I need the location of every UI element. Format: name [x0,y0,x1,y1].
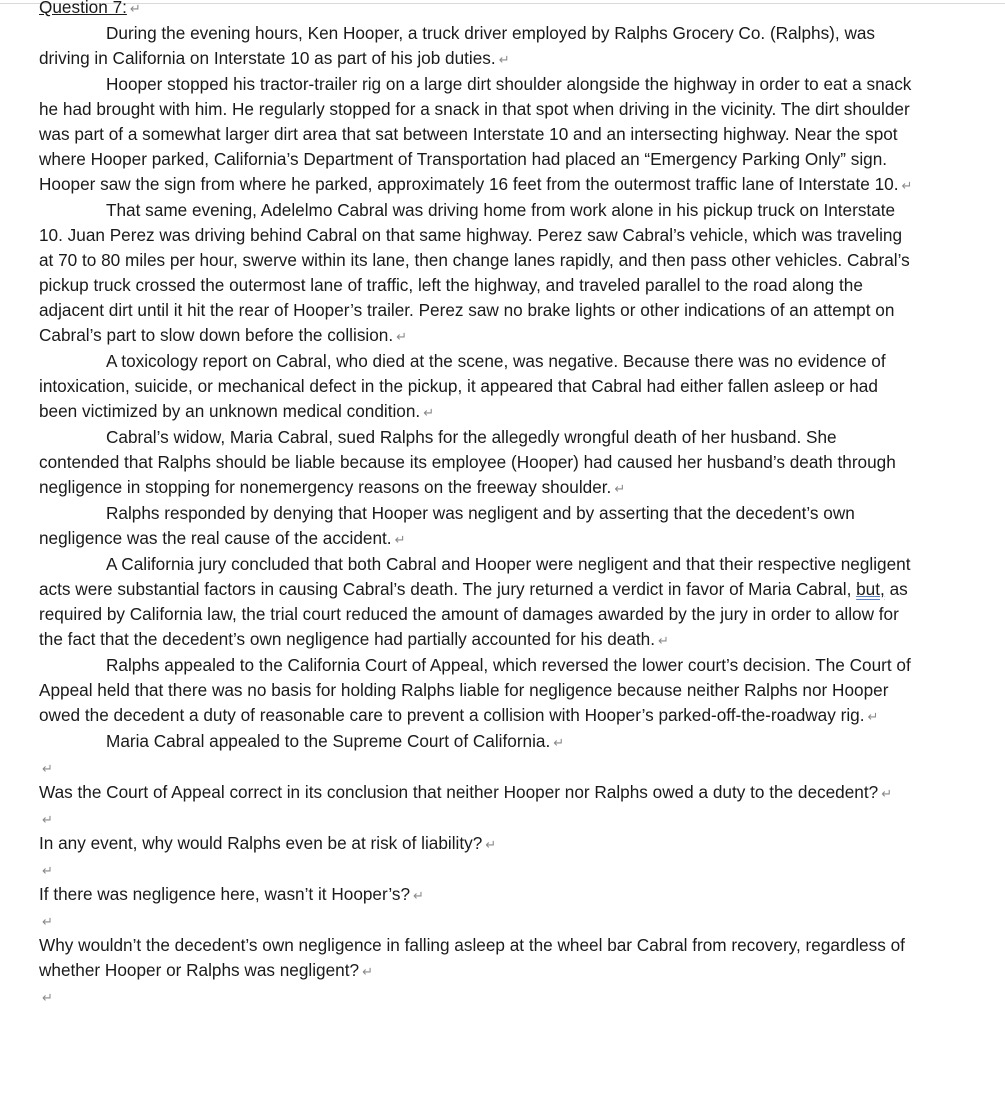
paragraph-mark-icon: ↵ [553,735,565,750]
paragraph-mark-icon: ↵ [423,405,435,420]
question-heading [39,0,919,21]
paragraph-mark-icon: ↵ [881,786,893,801]
paragraph-mark-icon: ↵ [42,761,53,776]
question-text: In any event, why would Ralphs even be at risk of liability? [39,833,483,853]
paragraph-mark-icon: ↵ [867,709,879,724]
paragraph-6 [39,501,919,552]
paragraph-mark-icon: ↵ [362,964,373,979]
paragraph-mark-icon: ↵ [901,178,913,193]
paragraph-mark-icon: ↵ [498,52,510,67]
paragraph-text: Cabral’s widow, Maria Cabral, sued Ralphs for the allegedly wrongful death of her husband. She contended that Ralphs should be liable because its employee (Hooper) had caused her husband’s death through negligence in stopping for nonemergency reasons on the freeway shoulder. [39,427,896,497]
document-body[interactable] [39,0,919,1009]
paragraph-text: During the evening hours, Ken Hooper, a truck driver employed by Ralphs Grocery Co. (Ralphs), was driving in California on Interstate 10 as part of his job duties. [39,23,876,68]
paragraph-text: A toxicology report on Cabral, who died at the scene, was negative. Because there was no evidence of intoxication, suicide, or mechanical defect in the pickup, it appeared that Cabral had either fallen asleep or had been victimized by an unknown medical condition. [39,351,886,421]
paragraph-mark-icon: ↵ [485,837,497,852]
question-text: Was the Court of Appeal correct in its conclusion that neither Hooper nor Ralphs owed a duty to the decedent? [39,782,879,802]
empty-paragraph [39,984,919,1009]
question-2 [39,831,919,857]
question-1 [39,780,919,806]
paragraph-2 [39,72,919,198]
paragraph-8 [39,653,919,729]
empty-paragraph [39,755,919,780]
paragraph-4 [39,349,919,425]
paragraph-mark-icon: ↵ [614,481,626,496]
grammar-flagged-word[interactable]: but, [856,579,885,599]
paragraph-9 [39,729,919,755]
paragraph-mark-icon: ↵ [396,329,408,344]
question-3 [39,882,919,908]
paragraph-mark-icon: ↵ [658,633,669,648]
paragraph-text: That same evening, Adelelmo Cabral was driving home from work alone in his pickup truck on Interstate 10. Juan Perez was driving behind Cabral on that same highway. Perez saw Cabral’s vehicle, which was traveling at 70 to 80 miles per hour, swerve within its lane, then change lanes rapidly, and then pass other vehicles. Cabral’s pickup truck crossed the outermost lane of traffic, left the highway, and traveled parallel to the road along the adjacent dirt until it hit the rear of Hooper’s trailer. Perez saw no brake lights or other indications of an attempt on Cabral’s part to slow down before the collision. [39,200,910,345]
heading-text: Question 7: [39,0,127,17]
paragraph-text: Maria Cabral appealed to the Supreme Court of California. [106,731,551,751]
paragraph-text: Ralphs responded by denying that Hooper was negligent and by asserting that the decedent’s own negligence was the real cause of the accident. [39,503,855,548]
paragraph-mark-icon: ↵ [129,1,141,16]
paragraph-7 [39,552,919,653]
paragraph-mark-icon: ↵ [394,532,406,547]
paragraph-text: Hooper stopped his tractor-trailer rig on a large dirt shoulder alongside the highway in order to eat a snack he had brought with him. He regularly stopped for a snack in that spot when driving in the vicinity. The dirt shoulder was part of a somewhat larger dirt area that sat between Interstate 10 and an intersecting highway. Near the spot where Hooper parked, California’s Department of Transportation had placed an “Emergency Parking Only” sign. Hooper saw the sign from where he parked, approximately 16 feet from the outermost traffic lane of Interstate 10. [39,74,912,194]
paragraph-text: Ralphs appealed to the California Court of Appeal, which reversed the lower court’s decision. The Court of Appeal held that there was no basis for holding Ralphs liable for negligence because neither Ralphs nor Hooper owed the decedent a duty of reasonable care to prevent a collision with Hooper’s parked-off-the-roadway rig. [39,655,911,725]
paragraph-5 [39,425,919,501]
paragraph-mark-icon: ↵ [413,888,424,903]
question-text: If there was negligence here, wasn’t it Hooper’s? [39,884,411,904]
empty-paragraph [39,857,919,882]
paragraph-mark-icon: ↵ [42,914,53,929]
question-text: Why wouldn’t the decedent’s own negligence in falling asleep at the wheel bar Cabral from recovery, regardless of whether Hooper or Ralphs was negligent? [39,935,905,980]
empty-paragraph [39,806,919,831]
paragraph-1 [39,21,919,72]
paragraph-text-after: as required by California law, the trial court reduced the amount of damages awarded by the jury in order to allow for the fact that the decedent’s own negligence had partially accounted for his death. [39,579,908,649]
paragraph-mark-icon: ↵ [42,863,53,878]
question-4 [39,933,919,984]
paragraph-mark-icon: ↵ [42,812,53,827]
paragraph-mark-icon: ↵ [42,990,53,1005]
empty-paragraph [39,908,919,933]
paragraph-text-before: A California jury concluded that both Cabral and Hooper were negligent and that their respective negligent acts were substantial factors in causing Cabral’s death. The jury returned a verdict in favor of Maria Cabral, [39,554,911,599]
paragraph-3 [39,198,919,349]
